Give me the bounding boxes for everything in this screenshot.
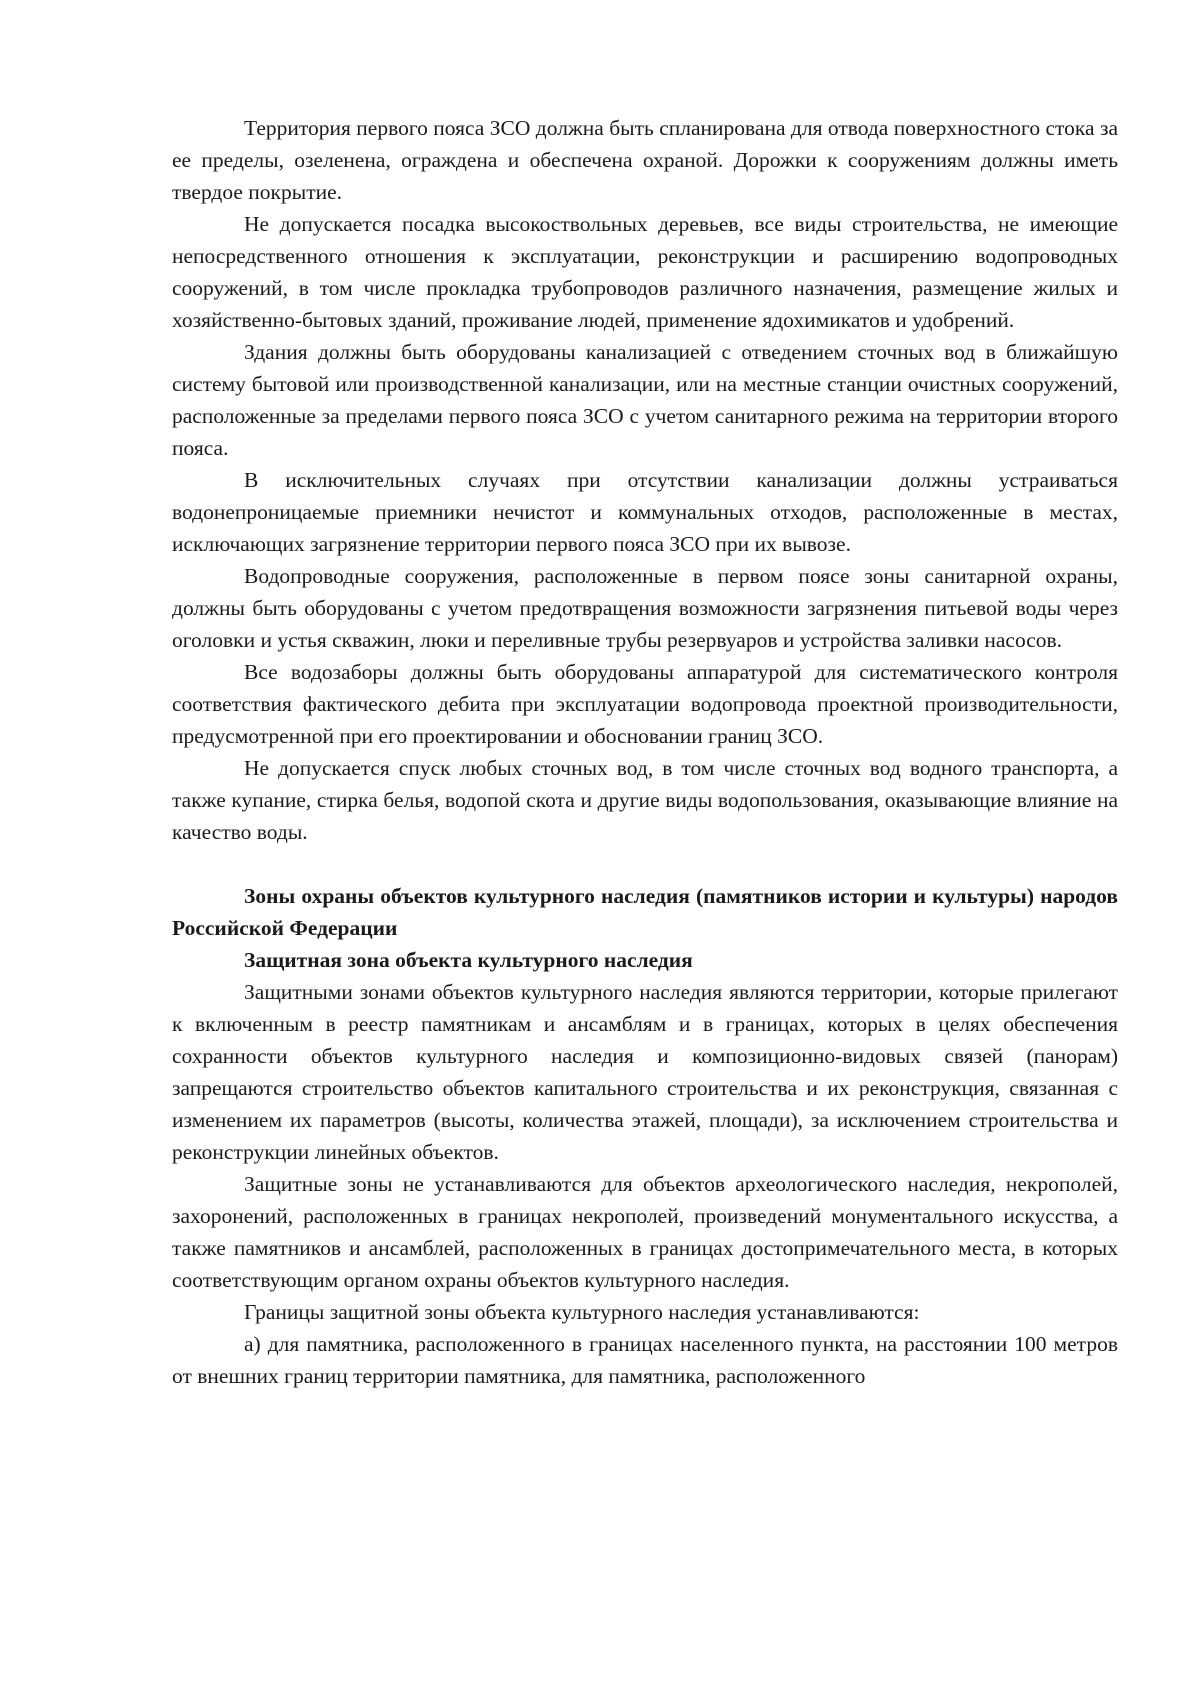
paragraph: Все водозаборы должны быть оборудованы аппаратурой для систематического контроля соответствия фактического дебита при эксплуатации водопровода проектной производительности, предусмотренной при его проектировании и обосновании границ ЗСО. [172, 660, 1118, 748]
paragraph: Защитными зонами объектов культурного наследия являются территории, которые прилегают к включенным в реестр памятникам и ансамблям и в границах, которых в целях обеспечения сохранности объектов культурного наследия и композиционно-видовых связей (панорам) запрещаются строительство объектов капитального строительства и их реконструкция, связанная с изменением их параметров (высоты, количества этажей, площади), за исключением строительства и реконструкции линейных объектов. [172, 980, 1118, 1164]
paragraph: Не допускается посадка высокоствольных деревьев, все виды строительства, не имеющие непосредственного отношения к эксплуатации, реконструкции и расширению водопроводных сооружений, в том числе прокладка трубопроводов различного назначения, размещение жилых и хозяйственно-бытовых зданий, проживание людей, применение ядохимикатов и удобрений. [172, 212, 1118, 332]
section-heading: Зоны охраны объектов культурного наследия (памятников истории и культуры) народов Российской Федерации [172, 884, 1118, 940]
paragraph: а) для памятника, расположенного в границах населенного пункта, на расстоянии 100 метров от внешних границ территории памятника, для памятника, расположенного [172, 1332, 1118, 1388]
document-page [172, 112, 1118, 1392]
paragraph: Водопроводные сооружения, расположенные в первом поясе зоны санитарной охраны, должны быть оборудованы с учетом предотвращения возможности загрязнения питьевой воды через оголовки и устья скважин, люки и переливные трубы резервуаров и устройства заливки насосов. [172, 564, 1118, 652]
paragraph: Не допускается спуск любых сточных вод, в том числе сточных вод водного транспорта, а также купание, стирка белья, водопой скота и другие виды водопользования, оказывающие влияние на качество воды. [172, 756, 1118, 844]
paragraph: Здания должны быть оборудованы канализацией с отведением сточных вод в ближайшую систему бытовой или производственной канализации, или на местные станции очистных сооружений, расположенные за пределами первого пояса ЗСО с учетом санитарного режима на территории второго пояса. [172, 340, 1118, 460]
section-spacer [172, 848, 1118, 880]
paragraph: Границы защитной зоны объекта культурного наследия устанавливаются: [244, 1300, 920, 1324]
section-subheading: Защитная зона объекта культурного наследия [244, 948, 693, 972]
paragraph: В исключительных случаях при отсутствии канализации должны устраиваться водонепроницаемые приемники нечистот и коммунальных отходов, расположенные в местах, исключающих загрязнение территории первого пояса ЗСО при их вывозе. [172, 468, 1118, 556]
paragraph: Защитные зоны не устанавливаются для объектов археологического наследия, некрополей, захоронений, расположенных в границах некрополей, произведений монументального искусства, а также памятников и ансамблей, расположенных в границах достопримечательного места, в которых соответствующим органом охраны объектов культурного наследия. [172, 1172, 1118, 1292]
paragraph: Территория первого пояса ЗСО должна быть спланирована для отвода поверхностного стока за ее пределы, озеленена, ограждена и обеспечена охраной. Дорожки к сооружениям должны иметь твердое покрытие. [172, 116, 1118, 204]
